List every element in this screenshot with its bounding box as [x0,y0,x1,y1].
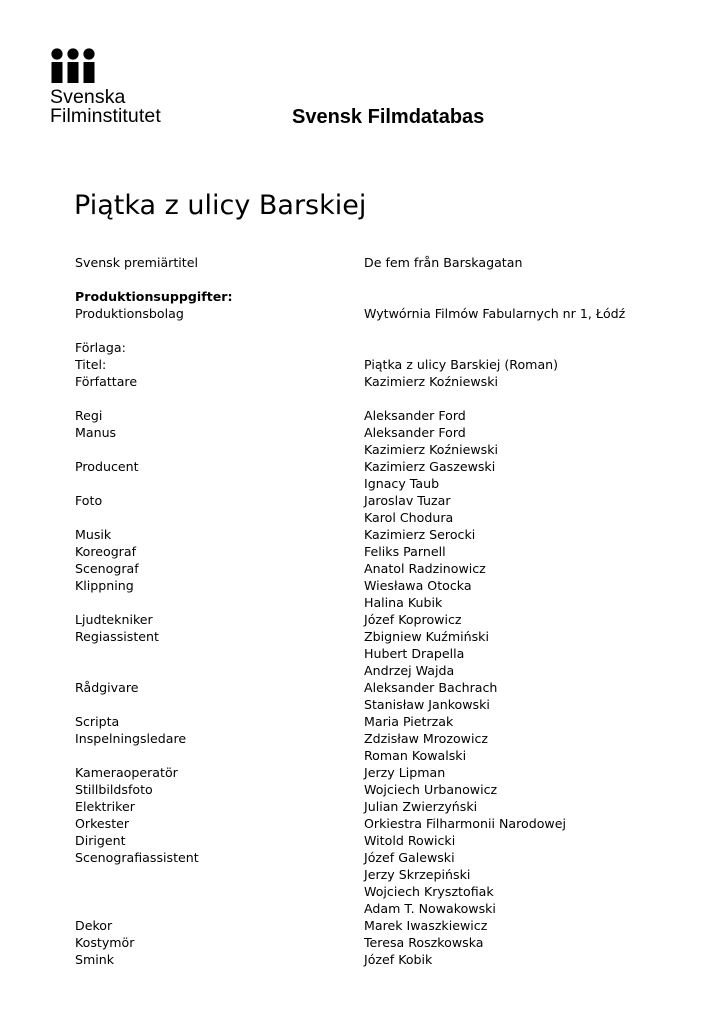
credit-row [75,781,695,798]
spacer [75,271,695,288]
credit-row [75,883,695,900]
credit-value: Aleksander Ford [364,408,466,423]
credit-label: Stillbildsfoto [75,782,153,797]
credit-row [75,662,695,679]
credit-label: Titel: [75,357,107,372]
credit-label [75,747,364,764]
credit-row [75,696,695,713]
credit-label: Kameraoperatör [75,765,178,780]
credit-row [75,611,695,628]
credit-label: Elektriker [75,799,135,814]
credit-label [75,866,364,883]
credit-value: Józef Galewski [364,850,455,865]
credit-value: Józef Kobik [364,952,433,967]
credit-label: Scenograf [75,561,139,576]
credit-row [75,441,695,458]
credit-value: Feliks Parnell [364,544,446,559]
spacer [75,322,695,339]
logo-line-1: Svenska [50,86,126,108]
credit-label [75,662,364,679]
credit-row [75,934,695,951]
credit-value: Aleksander Bachrach [364,680,498,695]
credit-row [75,339,695,356]
credit-row [75,288,695,305]
credit-label [75,475,364,492]
credit-row [75,492,695,509]
credit-row [75,543,695,560]
credit-label [75,645,364,662]
credit-row [75,407,695,424]
credit-label [75,509,364,526]
credit-label: Kostymör [75,935,135,950]
credit-value: Adam T. Nowakowski [364,901,496,916]
credit-value: Maria Pietrzak [364,714,454,729]
credit-value: Zdzisław Mrozowicz [364,731,489,746]
credit-row [75,356,695,373]
credit-label: Inspelningsledare [75,731,187,746]
credit-row [75,764,695,781]
credit-label: Författare [75,374,138,389]
credit-row [75,373,695,390]
credit-row [75,254,695,271]
credit-value: Julian Zwierzyński [364,799,478,814]
credit-row [75,866,695,883]
credit-row [75,747,695,764]
credit-value: Zbigniew Kuźmiński [364,629,489,644]
credit-value: Roman Kowalski [364,748,467,763]
credit-value: Hubert Drapella [364,646,465,661]
credit-row [75,475,695,492]
credit-label: Klippning [75,578,134,593]
film-title: Piątka z ulicy Barskiej [74,190,367,221]
credit-label: Foto [75,493,103,508]
credit-row [75,849,695,866]
credit-label: Regi [75,408,103,423]
credit-label [75,696,364,713]
credit-row [75,424,695,441]
credit-value: Józef Koprowicz [364,612,462,627]
credit-value: Kazimierz Koźniewski [364,442,498,457]
spacer [75,390,695,407]
credit-value: Kazimierz Gaszewski [364,459,496,474]
credit-label: Dirigent [75,833,126,848]
credit-label: Rådgivare [75,680,139,695]
credit-row [75,798,695,815]
credit-value: Karol Chodura [364,510,454,525]
credit-label: Dekor [75,918,113,933]
credit-row [75,713,695,730]
credit-value: Wytwórnia Filmów Fabularnych nr 1, Łódź [364,306,626,321]
credit-label: Manus [75,425,117,440]
credit-value: Halina Kubik [364,595,443,610]
credit-label: Koreograf [75,544,137,559]
credit-label [75,883,364,900]
credit-label [75,900,364,917]
credit-value: Anatol Radzinowicz [364,561,486,576]
credit-label: Svensk premiärtitel [75,255,198,270]
credit-value: Jerzy Lipman [364,765,446,780]
sfi-logo-mark-icon [50,48,96,84]
logo-line-2: Filminstitutet [50,105,161,127]
section-heading: Produktionsuppgifter: [75,289,233,304]
credit-label: Orkester [75,816,130,831]
credit-row [75,509,695,526]
credit-value: Jaroslav Tuzar [364,493,451,508]
credit-row [75,951,695,968]
credit-value: De fem från Barskagatan [364,255,523,270]
sfi-logo [50,48,161,126]
credit-label: Produktionsbolag [75,306,184,321]
credit-value: Aleksander Ford [364,425,466,440]
credit-label: Ljudtekniker [75,612,153,627]
credit-value: Ignacy Taub [364,476,440,491]
credit-label: Producent [75,459,139,474]
credit-label [75,594,364,611]
credit-row [75,458,695,475]
credit-row [75,577,695,594]
credit-row [75,679,695,696]
credit-row [75,645,695,662]
credit-value: Marek Iwaszkiewicz [364,918,488,933]
credit-label: Förlaga: [75,340,126,355]
credit-row [75,900,695,917]
credit-label: Musik [75,527,112,542]
credit-label: Regiassistent [75,629,159,644]
site-title: Svensk Filmdatabas [292,106,485,128]
credit-label: Scripta [75,714,120,729]
credit-value: Wojciech Krysztofiak [364,884,494,899]
credit-row [75,526,695,543]
credit-value: Wiesława Otocka [364,578,472,593]
credit-value: Orkiestra Filharmonii Narodowej [364,816,566,831]
credit-row [75,560,695,577]
credit-label: Smink [75,952,115,967]
sfi-logo-text [50,88,161,126]
credit-row [75,594,695,611]
credit-label: Scenografiassistent [75,850,199,865]
credit-value: Kazimierz Serocki [364,527,476,542]
credits-table [75,254,695,968]
credit-row [75,730,695,747]
credit-value: Teresa Roszkowska [364,935,484,950]
credit-value: Andrzej Wajda [364,663,455,678]
credit-value: Witold Rowicki [364,833,456,848]
credit-row [75,305,695,322]
credit-value: Kazimierz Koźniewski [364,374,498,389]
credit-value: Jerzy Skrzepiński [364,867,471,882]
credit-row [75,628,695,645]
credit-value: Wojciech Urbanowicz [364,782,498,797]
credit-label [75,441,364,458]
credit-value: Piątka z ulicy Barskiej (Roman) [364,357,559,372]
credit-row [75,815,695,832]
credit-row [75,832,695,849]
credit-value: Stanisław Jankowski [364,697,490,712]
credit-row [75,917,695,934]
